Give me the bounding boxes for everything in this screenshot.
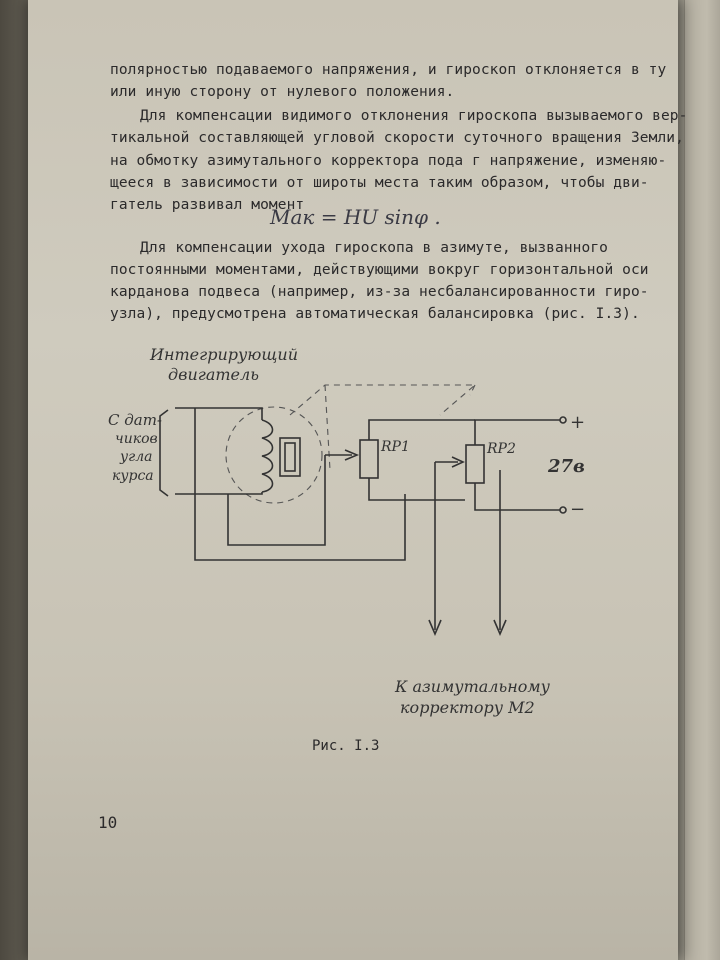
output-wires	[429, 462, 506, 634]
text-line-11: узла), предусмотрена автоматическая балансировка (рис. I.3).	[110, 306, 640, 322]
text-line-7: гатель развивал момент	[110, 197, 305, 213]
label-out-2: корректору М2	[400, 698, 535, 717]
label-source-3: угла	[120, 449, 153, 465]
dashed-motor-housing	[226, 407, 322, 503]
text-line-1: полярностью подаваемого напряжения, и гироскоп отклоняется в ту	[110, 62, 667, 78]
label-plus: +	[570, 412, 586, 433]
label-source-2: чиков	[115, 431, 158, 447]
text-line-9: постоянными моментами, действующими вокруг горизонтальной оси	[110, 262, 649, 278]
text-line-3: Для компенсации видимого отклонения гироскопа вызываемого вер-	[140, 108, 688, 124]
motor-winding	[262, 420, 300, 492]
text-line-2: или иную сторону от нулевого положения.	[110, 84, 455, 100]
figure-caption: Рис. I.3	[312, 738, 380, 754]
label-source-4: курса	[112, 468, 154, 484]
label-minus: −	[570, 499, 586, 520]
text-line-6: щееся в зависимости от широты места таким образом, чтобы дви-	[110, 175, 649, 191]
label-source-1: С дат-	[108, 411, 162, 429]
label-motor-1: Интегрирующий	[150, 345, 298, 364]
input-wires	[175, 408, 405, 560]
text-line-4: тикальной составляющей угловой скорости суточного вращения Земли,	[110, 130, 684, 146]
label-rp1: RP1	[381, 439, 410, 455]
potentiometer-rp1	[325, 420, 475, 500]
label-out-1: К азимутальному	[395, 677, 550, 696]
label-rp2: RP2	[487, 441, 516, 457]
formula: Mак = HU sinφ .	[270, 205, 441, 229]
dashed-mechanical-link	[290, 385, 475, 470]
text-line-10: карданова подвеса (например, из-за несбалансированности гиро-	[110, 284, 649, 300]
label-motor-2: двигатель	[168, 365, 259, 384]
potentiometer-rp2	[435, 420, 560, 510]
page-number: 10	[98, 813, 118, 832]
text-line-5: на обмотку азимутального корректора пода г напряжение, изменяю-	[110, 153, 667, 169]
text-line-8: Для компенсации ухода гироскопа в азимуте, вызванного	[140, 240, 608, 256]
label-voltage: 27в	[548, 456, 585, 477]
